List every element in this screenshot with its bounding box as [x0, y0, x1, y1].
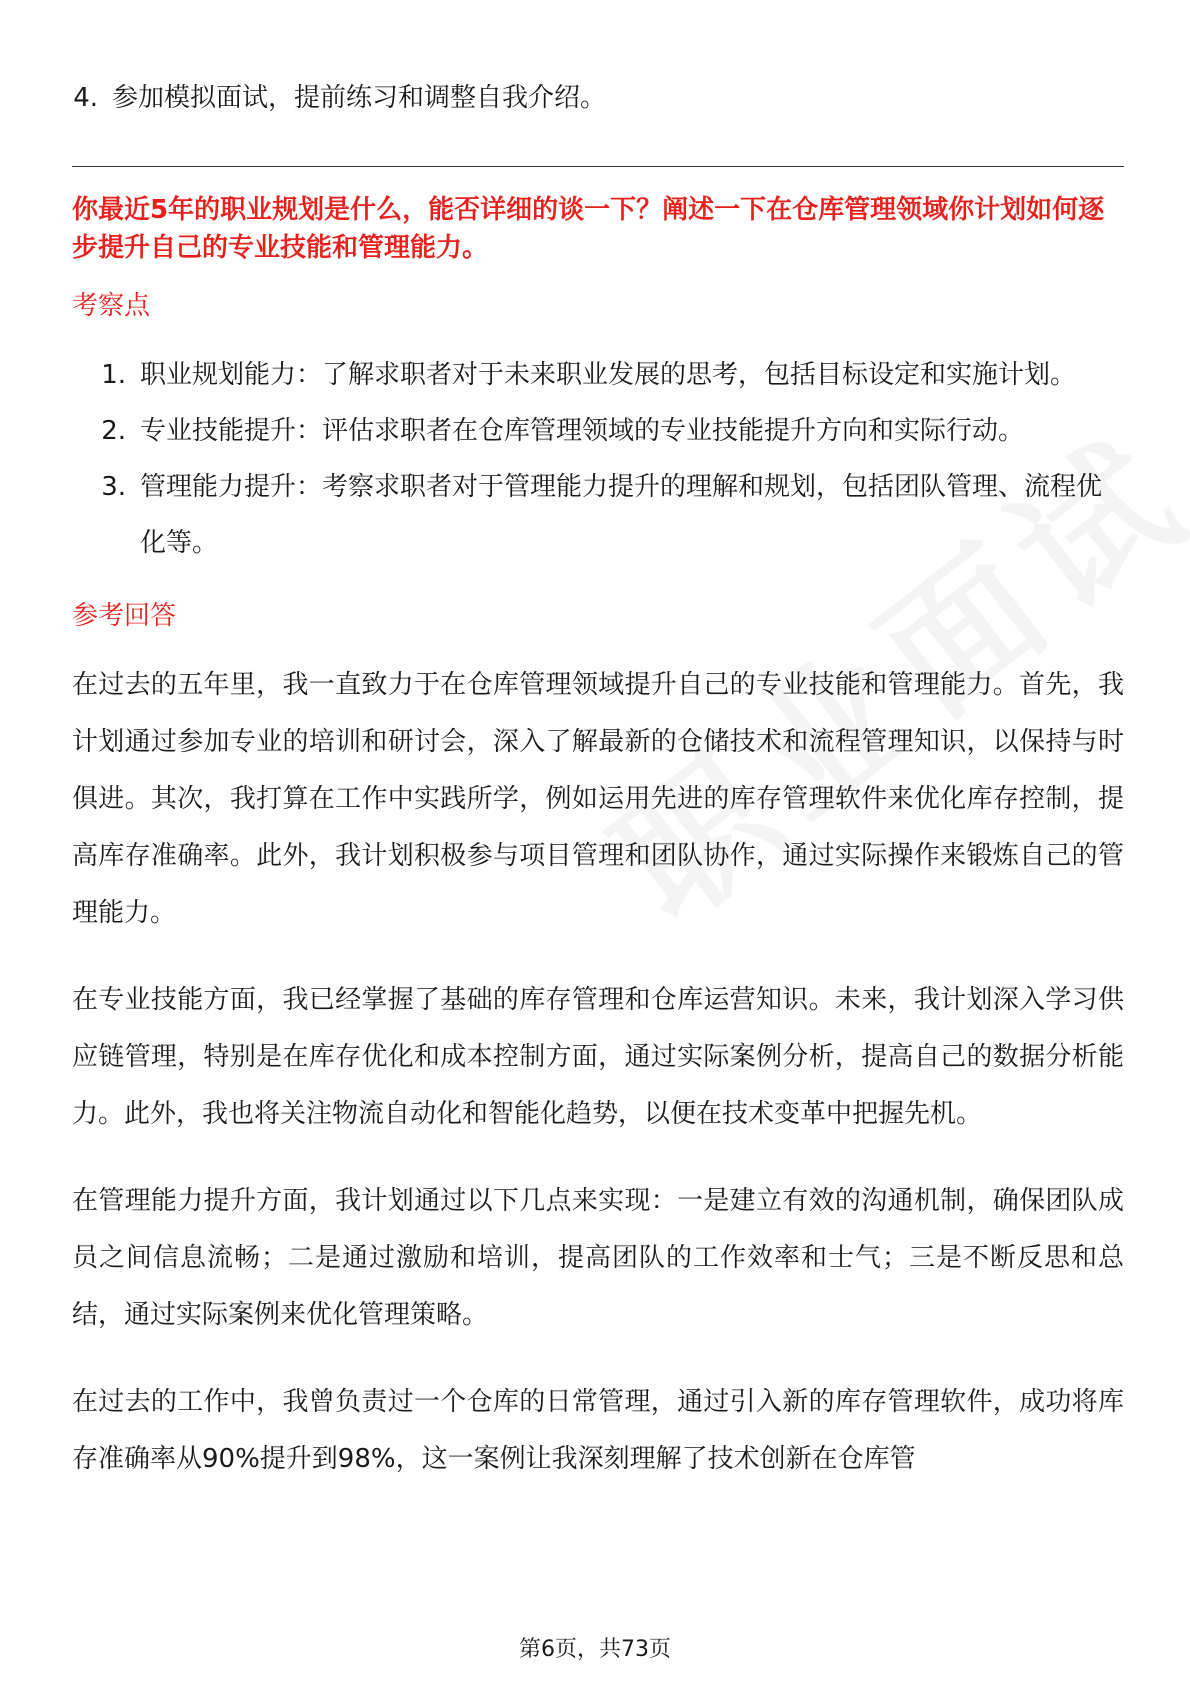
list-item-text: 参加模拟面试，提前练习和调整自我介绍。 [112, 83, 607, 113]
answer-paragraph: 在过去的五年里，我一直致力于在仓库管理领域提升自己的专业技能和管理能力。首先，我计划通过参加专业的培训和研讨会，深入了解最新的仓储技术和流程管理知识，以保持与时俱进。其次，我打算在工作中实践所学，例如运用先进的库存管理软件来优化库存控制，提高库存准确率。此外，我计划积极参与项目管理和团队协作，通过实际操作来锻炼自己的管理能力。 [72, 670, 1124, 928]
list-item-text: 专业技能提升：评估求职者在仓库管理领域的专业技能提升方向和实际行动。 [140, 416, 1025, 446]
list-item-number: 3. [101, 472, 126, 502]
list-item-number: 2. [101, 416, 126, 446]
assessment-list [72, 347, 1124, 571]
question-heading: 你最近5年的职业规划是什么，能否详细的谈一下？阐述一下在仓库管理领域你计划如何逐步提升自己的专业技能和管理能力。 [72, 195, 1105, 263]
list-item [66, 70, 1124, 126]
section-divider [72, 166, 1124, 167]
page-footer: 第6页，共73页 [519, 1637, 671, 1662]
document-page [72, 70, 1124, 1518]
answer-paragraph: 在专业技能方面，我已经掌握了基础的库存管理和仓库运营知识。未来，我计划深入学习供应链管理，特别是在库存优化和成本控制方面，通过实际案例分析，提高自己的数据分析能力。此外，我也将关注物流自动化和智能化趋势，以便在技术变革中把握先机。 [72, 985, 1124, 1129]
assessment-title: 考察点 [72, 291, 151, 321]
answer-paragraph: 在过去的工作中，我曾负责过一个仓库的日常管理，通过引入新的库存管理软件，成功将库存准确率从90%提升到98%，这一案例让我深刻理解了技术创新在仓库管 [72, 1387, 1124, 1474]
answer-title: 参考回答 [72, 601, 177, 631]
list-item [72, 403, 1124, 459]
answer-paragraph: 在管理能力提升方面，我计划通过以下几点来实现：一是建立有效的沟通机制，确保团队成员之间信息流畅；二是通过激励和培训，提高团队的工作效率和士气；三是不断反思和总结，通过实际案例来优化管理策略。 [72, 1186, 1124, 1330]
list-item [72, 347, 1124, 403]
list-item-text: 职业规划能力：了解求职者对于未来职业发展的思考，包括目标设定和实施计划。 [140, 360, 1077, 390]
list-item-text: 管理能力提升：考察求职者对于管理能力提升的理解和规划，包括团队管理、流程优化等。 [140, 472, 1103, 558]
list-item-number: 1. [101, 360, 126, 390]
list-item-number: 4. [73, 83, 98, 113]
list-item [72, 459, 1124, 571]
